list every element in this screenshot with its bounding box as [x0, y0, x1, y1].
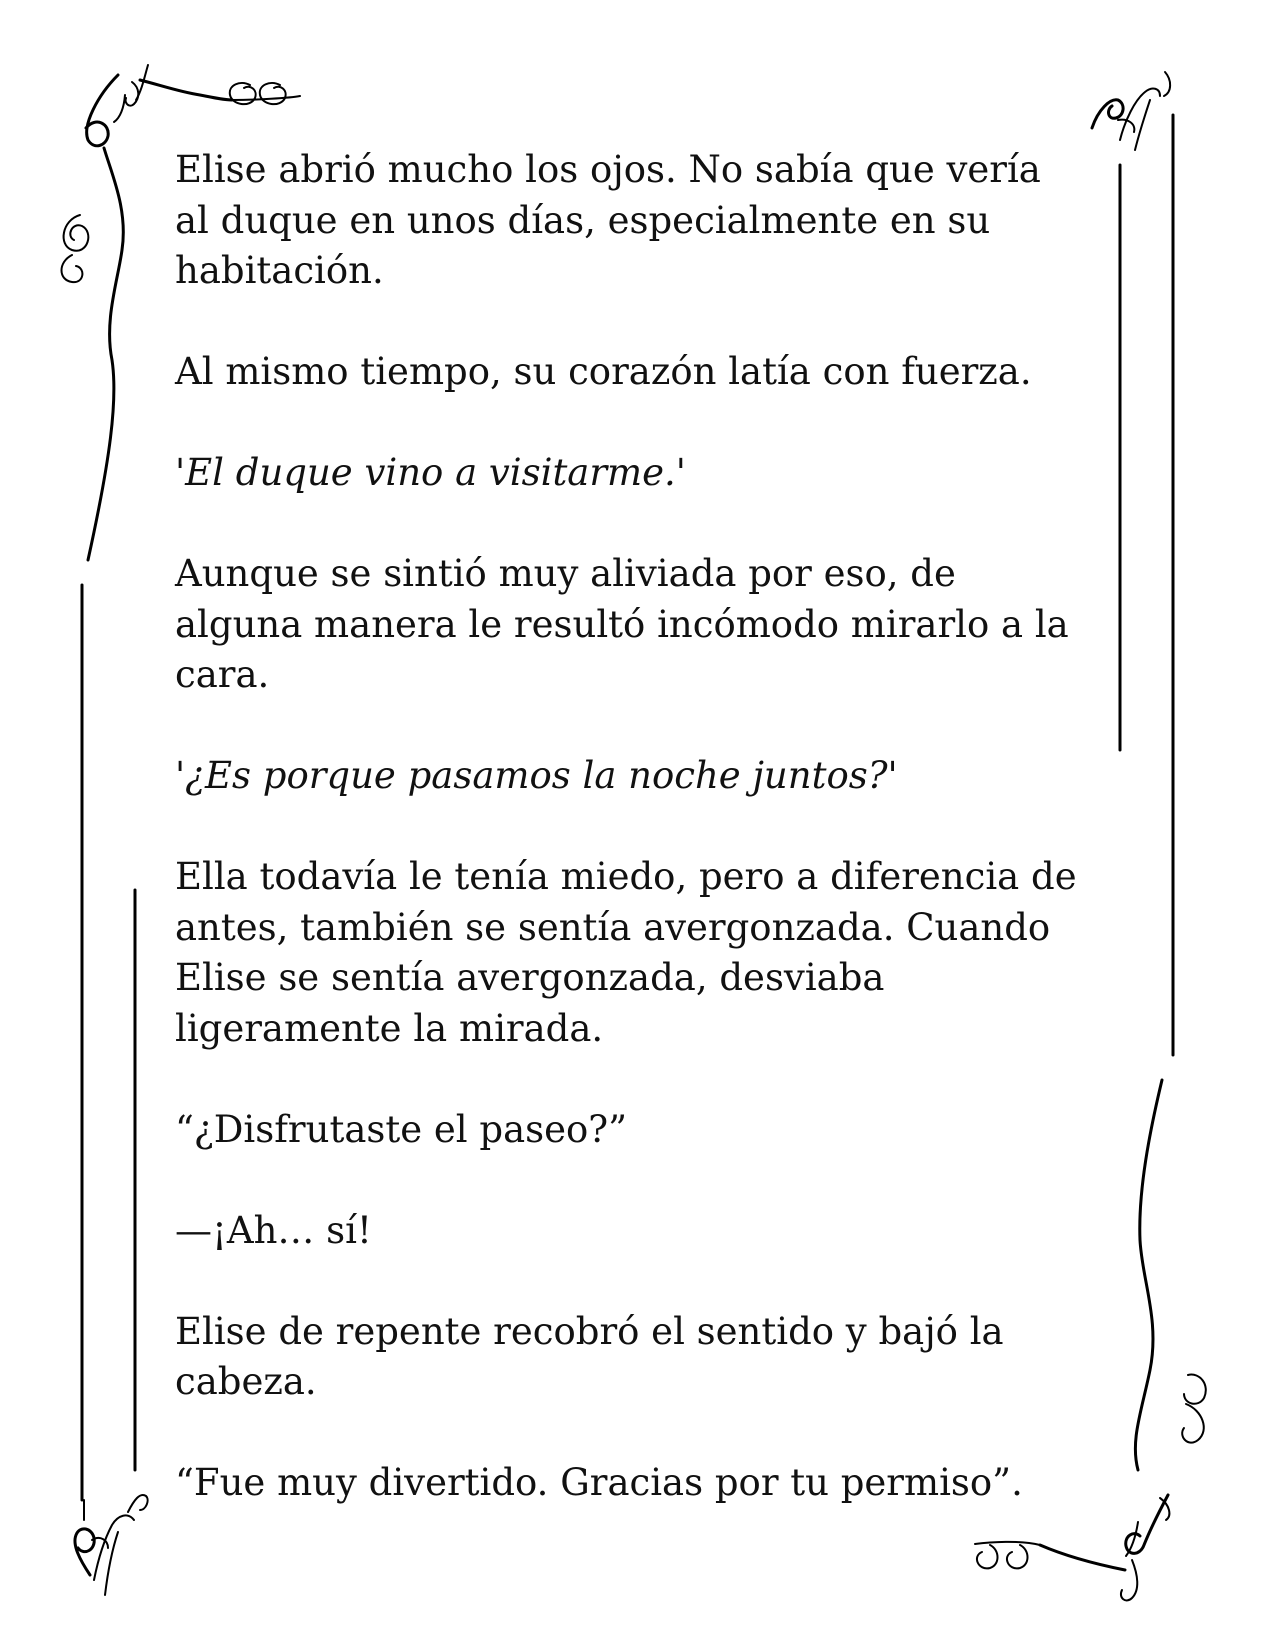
- paragraph: [175, 145, 1105, 297]
- text-line: Elise se sentía avergonzada, desviaba: [175, 956, 885, 999]
- paragraph: [175, 1458, 1105, 1509]
- text-line: —¡Ah… sí!: [175, 1208, 372, 1252]
- text-line: Al mismo tiempo, su corazón latía con fuerza.: [175, 350, 1032, 393]
- text-line: 'El duque vino a visitarme.': [175, 451, 686, 494]
- text-line: Ella todavía le tenía miedo, pero a diferencia de: [175, 855, 1077, 898]
- story-text: [175, 145, 1105, 1509]
- text-line: cabeza.: [175, 1360, 317, 1403]
- paragraph: [175, 1206, 1105, 1257]
- paragraph: [175, 1307, 1105, 1408]
- paragraph: [175, 549, 1105, 701]
- text-line: Elise de repente recobró el sentido y bajó la: [175, 1309, 1004, 1353]
- text-line: Elise abrió mucho los ojos. No sabía que vería: [175, 148, 1041, 191]
- text-line: al duque en unos días, especialmente en su: [175, 198, 991, 242]
- bottom-left-flourish-icon: [75, 1495, 148, 1595]
- text-line: “¿Disfrutaste el paseo?”: [175, 1107, 628, 1151]
- text-line: cara.: [175, 653, 270, 696]
- inner-thought-paragraph: [175, 448, 1105, 499]
- text-line: '¿Es porque pasamos la noche juntos?': [175, 754, 898, 797]
- paragraph: [175, 347, 1105, 398]
- text-line: alguna manera le resultó incómodo mirarlo a la: [175, 602, 1069, 646]
- text-line: ligeramente la mirada.: [175, 1006, 604, 1050]
- top-right-flourish-icon: [1092, 72, 1170, 150]
- paragraph: [175, 1105, 1105, 1156]
- inner-thought-paragraph: [175, 751, 1105, 802]
- paragraph: [175, 852, 1105, 1054]
- text-line: Aunque se sintió muy aliviada por eso, de: [175, 552, 956, 595]
- text-line: antes, también se sentía avergonzada. Cuando: [175, 905, 1051, 949]
- text-line: “Fue muy divertido. Gracias por tu permiso”.: [175, 1461, 1023, 1504]
- text-line: habitación.: [175, 249, 384, 292]
